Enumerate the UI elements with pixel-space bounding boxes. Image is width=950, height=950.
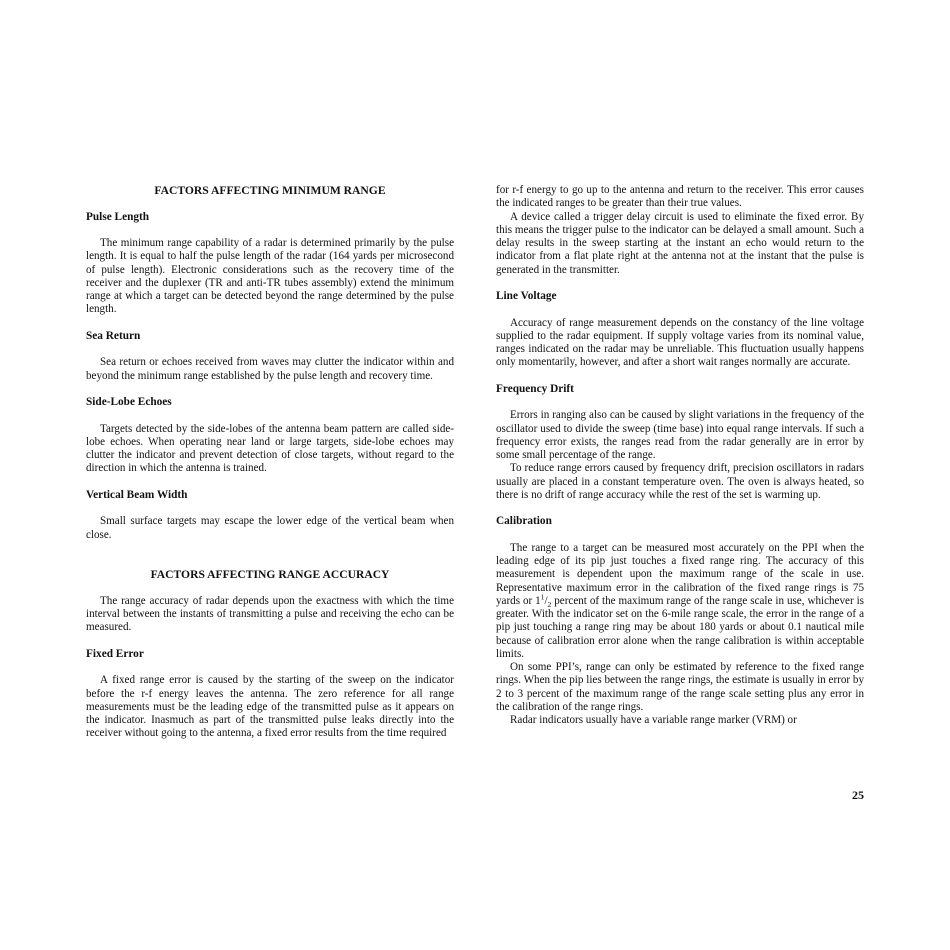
paragraph-line-voltage: Accuracy of range measurement depends on the constancy of the line voltage supplied to the radar equipment. If supply voltage varies from its nominal value, ranges indicated on the radar may be unreliable. This fluctuation usually happens only momentarily, however, and after a short wait ranges normally are accurate. [496,316,864,369]
paragraph-vertical-beam-width: Small surface targets may escape the lower edge of the vertical beam when close. [86,515,454,541]
paragraph-calibration-3: Radar indicators usually have a variable range marker (VRM) or [510,714,797,726]
heading-pulse-length: Pulse Length [86,210,150,223]
paragraph-trigger-delay: A device called a trigger delay circuit is used to eliminate the fixed error. By this means the trigger pulse to the indicator can be delayed a small amount. Such a delay results in the sweep starting at the instant an echo would return to the indicator from a flat plate right at the antenna not at the instant that the pulse is generated in the transmitter. [496,210,864,276]
paragraph-fixed-error-continued: for r-f energy to go up to the antenna and return to the receiver. This error causes the indicated ranges to be greater than their true values. [496,184,864,210]
paragraph-frequency-drift-1: Errors in ranging also can be caused by slight variations in the frequency of the oscillator used to divide the sweep (time base) into equal range intervals. If such a frequency error exists, the ranges read from the radar generally are in error by some small percentage of the range. [496,409,864,461]
fraction-one-half: $^1/_2$ [540,592,552,609]
fraction-numerator: 1 [540,592,545,602]
calibration-text-a: The range to a target can be measured most accurately on the PPI when the leading edge of its pip just touches a fixed range ring. The accuracy of this measurement is dependent upon the maximum range of the scale in use. Representative maximum error in the calibration of the fixed range rings is 75 yards or 1 [496,541,864,607]
heading-range-accuracy: FACTORS AFFECTING RANGE ACCURACY [150,568,390,582]
right-column [496,184,864,727]
page-number: 25 [852,788,864,802]
paragraph-pulse-length: The minimum range capability of a radar is determined primarily by the pulse length. It is equal to half the pulse length of the radar (164 yards per microsecond of pulse length). Electronic considerations such as the recovery time of the receiver and the duplexer (TR and anti-TR tubes assembly) extend the minimum range at which a target can be detected beyond the range determined by the pulse length. [86,237,454,316]
heading-line-voltage: Line Voltage [496,290,557,302]
paragraph-accuracy-intro: The range accuracy of radar depends upon the exactness with which the time interval between the instants of transmitting a pulse and receiving the echo can be measured. [86,594,454,634]
paragraph-side-lobe-echoes: Targets detected by the side-lobes of the antenna beam pattern are called side-lobe echoes. When operating near land or large targets, side-lobe echoes may clutter the indicator and prevent detection of close targets, without regard to the direction in which the antenna is trained. [86,422,454,475]
heading-vertical-beam-width: Vertical Beam Width [86,488,188,501]
paragraph-calibration-2: On some PPI’s, range can only be estimated by reference to the fixed range rings. When the pip lies between the range rings, the estimate is usually in error by 2 to 3 percent of the maximum range of the range scale setting plus any error in the calibration of the range rings. [496,661,864,713]
calibration-text-b: percent of the maximum range of the range scale in use, whichever is greater. With the indicator set on the 6-mile range scale, the error in the range of a pip just touching a range ring may be about 180 yards or about 0.1 nautical mile because of calibration error alone when the range calibration is within acceptable limits. [496,594,864,660]
heading-minimum-range: FACTORS AFFECTING MINIMUM RANGE [154,184,386,197]
paragraph-frequency-drift-2: To reduce range errors caused by frequency drift, precision oscillators in radars usually are placed in a constant temperature oven. The oven is always heated, so there is no drift of range accuracy while the rest of the set is warming up. [496,462,864,501]
heading-sea-return: Sea Return [86,329,141,342]
paragraph-sea-return: Sea return or echoes received from waves may clutter the indicator within and beyond the minimum range established by the pulse length and recovery time. [86,356,454,382]
left-column [86,184,454,741]
heading-fixed-error: Fixed Error [86,647,144,660]
paragraph-calibration-1 [496,542,864,661]
paragraph-fixed-error: A fixed range error is caused by the starting of the sweep on the indicator before the r-f energy leaves the antenna. The zero reference for all range measurements must be the leading edge of the transmitted pulse as it appears on the indicator. Inasmuch as part of the transmitted pulse leaks directly into the receiver without going to the antenna, a fixed error results from the time required [86,674,454,740]
heading-calibration: Calibration [496,515,552,528]
fraction-denominator: 2 [547,599,552,609]
heading-side-lobe-echoes: Side-Lobe Echoes [86,396,172,408]
heading-frequency-drift: Frequency Drift [496,382,574,395]
